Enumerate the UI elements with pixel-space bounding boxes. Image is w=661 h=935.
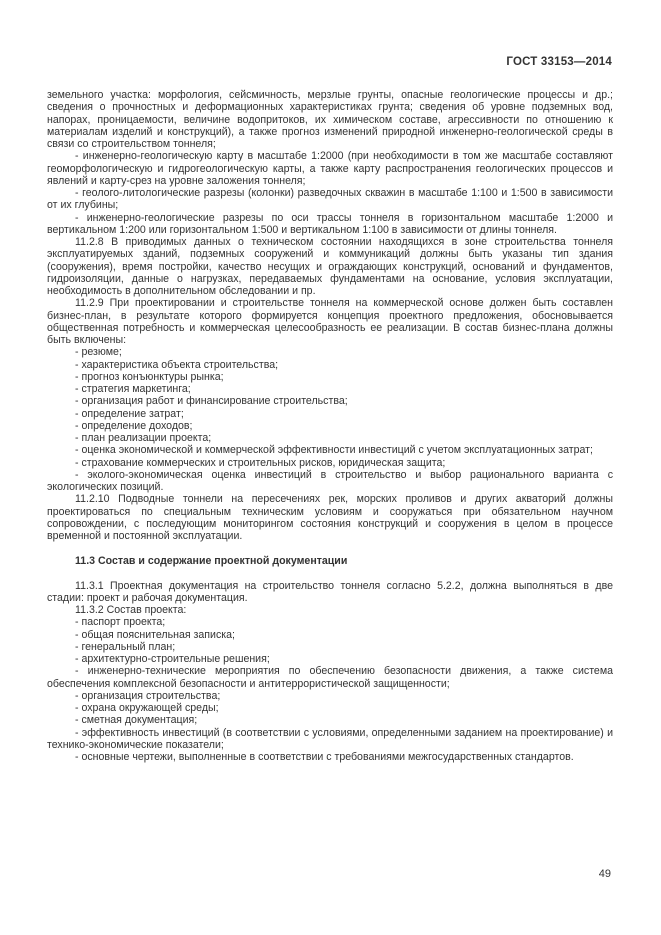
paragraph: 11.2.10 Подводные тоннели на пересечениях рек, морских проливов и других акваторий должны проектироваться по специальным техническим условиям и сооружаться при обязательном научном сопровождении, с последующим мониторингом состояния конструкций и сооружения в целом в процессе временной и постоянной эксплуатации. [47,493,613,542]
page-number: 49 [598,868,611,880]
list-item: - инженерно-технические мероприятия по обеспечению безопасности движения, а также система обеспечения комплексной безопасности и антитеррористической защищенности; [47,665,613,690]
list-item: - охрана окружающей среды; [75,702,219,714]
paragraph: 11.2.8 В приводимых данных о техническом состоянии находящихся в зоне строительства тоннеля эксплуатируемых зданий, подземных сооружений и коммуникаций должны быть указаны тип здания (сооружения), время постройки, качество несущих и ограждающих конструкций, оснований и фундаментов, гидроизоляции, данные о нагрузках, передаваемых фундаментами на основание, условия эксплуатации, необходимость в дополнительном обследовании и пр. [47,236,613,297]
list-item: - эффективность инвестиций (в соответствии с условиями, определенными заданием на проектирование) и технико-экономические показатели; [47,726,613,751]
list-item: - геолого-литологические разрезы (колонки) разведочных скважин в масштабе 1:100 и 1:500 в зависимости от их глубины; [47,187,613,212]
list-item: - сметная документация; [75,714,198,727]
section-heading: 11.3 Состав и содержание проектной документации [75,555,348,568]
paragraph: 11.3.1 Проектная документация на строительство тоннеля согласно 5.2.2, должна выполняться в две стадии: проект и рабочая документация. [47,579,613,604]
list-item: - генеральный план; [75,640,176,653]
list-item: - определение доходов; [75,419,193,432]
list-item: - страхование коммерческих и строительных рисков, юридическая защита; [75,456,446,469]
paragraph: 11.2.9 При проектировании и строительстве тоннеля на коммерческой основе должен быть составлен бизнес-план, в результате которого формируется концепция проектного предложения, обосновывается общественная потребность и коммерческая целесообразность ее реализации. В состав бизнес-плана должны быть включены: [47,297,613,346]
list-item: - паспорт проекта; [75,616,166,629]
list-item: - эколого-экономическая оценка инвестиций в строительство и выбор рационального варианта с экологических позиций. [47,468,613,493]
list-item: - организация строительства; [75,689,221,702]
list-item: - план реализации проекта; [75,432,212,444]
list-item: - организация работ и финансирование строительства; [75,395,348,408]
list-item: - оценка экономической и коммерческой эффективности инвестиций с учетом эксплуатационных затрат; [75,444,593,457]
paragraph: 11.3.2 Состав проекта: [75,604,187,616]
list-item: - определение затрат; [75,407,184,420]
list-item: - характеристика объекта строительства; [75,358,279,371]
list-item: - общая пояснительная записка; [75,628,235,641]
list-item: - инженерно-геологические разрезы по оси трассы тоннеля в горизонтальном масштабе 1:2000 и вертикальном 1:200 или горизонтальном 1:500 и вертикальном 1:100 в зависимости от длины тоннеля. [47,211,613,236]
document-content [47,89,613,763]
list-item: - инженерно-геологическую карту в масштабе 1:2000 (при необходимости в том же масштабе составляют геоморфологическую и гидрогеологическую карты, а также карту распространения геологических процессов и явлений и карту-срез на уровне заложения тоннеля; [47,150,613,187]
list-item: - основные чертежи, выполненные в соответствии с требованиями межгосударственных стандартов. [75,751,574,763]
list-item: - резюме; [75,346,122,359]
list-item: - прогноз конъюнктуры рынка; [75,370,224,383]
list-item: - стратегия маркетинга; [75,383,191,395]
list-item: - архитектурно-строительные решения; [75,653,270,665]
doc-number-header: ГОСТ 33153—2014 [506,56,612,68]
paragraph: земельного участка: морфология, сейсмичность, мерзлые грунты, опасные геологические процессы и др.; сведения о прочностных и деформационных характеристиках грунта; сведения об уровне подземных вод, напорах, проницаемости, величине водопритоков, их химическом составе, агрессивности по отношению к материалам изделий и конструкций), а также прогноз изменений природной инженерно-геологической среды в связи со строительством тоннеля; [47,89,613,150]
